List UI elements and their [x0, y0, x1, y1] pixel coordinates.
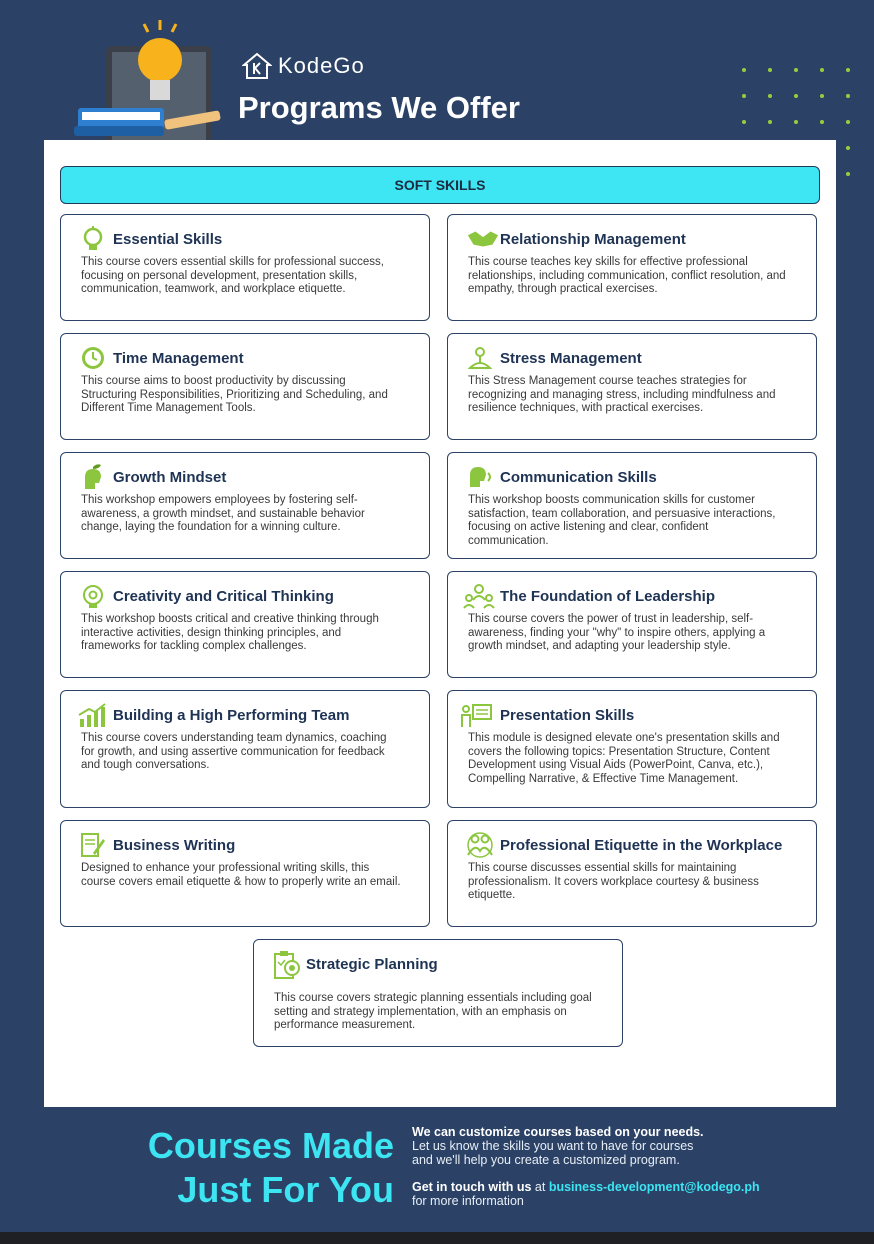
- course-description: This course covers understanding team dynamics, coaching for growth, and using assertive communication for feedback and tough conversations.: [81, 732, 387, 772]
- decorative-dot: [768, 68, 772, 72]
- course-card: [60, 333, 430, 440]
- decorative-dot: [794, 94, 798, 98]
- course-card: [447, 820, 817, 927]
- course-description: Designed to enhance your professional writing skills, this course covers email etiquette & how to properly write an email.: [81, 862, 401, 888]
- decorative-dot: [846, 120, 850, 124]
- course-title: Strategic Planning: [306, 956, 438, 973]
- course-description: This workshop empowers employees by fostering self-awareness, a growth mindset, and sustainable behavior change, laying the foundation for a winning culture.: [81, 494, 365, 534]
- course-description: This course covers essential skills for professional success, focusing on personal development, presentation skills, communication, teamwork, and workplace etiquette.: [81, 256, 384, 296]
- decorative-dot: [742, 68, 746, 72]
- bottom-edge: [0, 1232, 874, 1244]
- course-card: [60, 214, 430, 321]
- decorative-dot: [846, 172, 850, 176]
- decorative-dot: [768, 94, 772, 98]
- course-description: This course covers strategic planning essentials including goal setting and strategy implementation, with an emphasis on performance measurement.: [274, 992, 592, 1032]
- gear-bulb-icon: [79, 582, 107, 610]
- course-title: Essential Skills: [113, 231, 223, 248]
- contact-prefix: Get in touch with us: [412, 1180, 532, 1194]
- clock-icon: [79, 344, 107, 372]
- brand-name: KodeGo: [278, 53, 365, 78]
- course-card: [60, 690, 430, 808]
- headline-line-1: Courses Made: [147, 1125, 394, 1166]
- course-title: Communication Skills: [500, 469, 657, 486]
- contact-email-link[interactable]: business-development@kodego.ph: [548, 1180, 760, 1194]
- customize-title: We can customize courses based on your needs.: [412, 1125, 704, 1139]
- course-card: [253, 939, 623, 1047]
- course-description: This module is designed elevate one's presentation skills and covers the following topics: Presentation Structure, Content Development using Visual Aids (PowerPoint, Canva, etc.), Compelling Narrative, & Effective Time Management.: [468, 732, 780, 785]
- course-title: Relationship Management: [500, 231, 686, 248]
- speaking-head-icon: [466, 463, 494, 491]
- course-description: This workshop boosts communication skills for customer satisfaction, team collaboration, and persuasive interactions, focusing on active listening and clear, confident communication.: [468, 494, 776, 547]
- soft-skills-banner: SOFT SKILLS: [60, 166, 820, 204]
- course-title: Stress Management: [500, 350, 642, 367]
- decorative-dot: [768, 120, 772, 124]
- course-card: [447, 214, 817, 321]
- contact-at: at: [531, 1180, 549, 1194]
- course-card: [447, 452, 817, 559]
- decorative-dot: [820, 94, 824, 98]
- document-pen-icon: [79, 831, 107, 859]
- team-leader-icon: [462, 582, 496, 610]
- growth-chart-icon: [77, 701, 107, 729]
- etiquette-people-icon: [466, 831, 494, 859]
- course-description: This course teaches key skills for effective professional relationships, including communication, conflict resolution, and empathy, through practical exercises.: [468, 256, 786, 296]
- plant-head-icon: [79, 463, 107, 491]
- course-card: [60, 820, 430, 927]
- contact-line: [412, 1180, 832, 1194]
- decorative-dot: [794, 120, 798, 124]
- course-title: Presentation Skills: [500, 707, 635, 724]
- course-description: This course aims to boost productivity by discussing Structuring Responsibilities, Prioritizing and Scheduling, and Different Time Management Tools.: [81, 375, 388, 415]
- course-title: Time Management: [113, 350, 244, 367]
- course-title: Growth Mindset: [113, 469, 227, 486]
- course-title: Creativity and Critical Thinking: [113, 588, 334, 605]
- course-description: This Stress Management course teaches strategies for recognizing and managing stress, including mindfulness and resilience techniques, with practical exercises.: [468, 375, 776, 415]
- decorative-dot: [742, 94, 746, 98]
- course-card: [60, 571, 430, 678]
- decorative-dot: [742, 120, 746, 124]
- decorative-dot: [794, 68, 798, 72]
- course-card: [60, 452, 430, 559]
- headline-line-2: Just For You: [177, 1169, 394, 1210]
- course-title: The Foundation of Leadership: [500, 588, 715, 605]
- customize-line-1: Let us know the skills you want to have for courses: [412, 1139, 694, 1153]
- handshake-icon: [466, 225, 500, 253]
- decorative-dot: [820, 120, 824, 124]
- customize-line-2: and we'll help you create a customized program.: [412, 1153, 680, 1167]
- page-title: Programs We Offer: [238, 90, 520, 125]
- course-title: Business Writing: [113, 837, 236, 854]
- house-k-icon: [242, 52, 272, 80]
- course-description: This course covers the power of trust in leadership, self-awareness, finding your "why" to inspire others, applying a growth mindset, and adapting your leadership style.: [468, 613, 766, 653]
- course-description: This course discusses essential skills for maintaining professionalism. It covers workplace courtesy & business etiquette.: [468, 862, 759, 902]
- laptop-lightbulb-illustration: [74, 16, 224, 156]
- course-title: Building a High Performing Team: [113, 707, 350, 724]
- course-description: This workshop boosts critical and creative thinking through interactive activities, design thinking principles, and frameworks for tackling complex challenges.: [81, 613, 379, 653]
- kodego-logo: [242, 52, 365, 80]
- decorative-dot: [846, 94, 850, 98]
- presentation-icon: [460, 701, 494, 729]
- meditation-icon: [466, 344, 494, 372]
- decorative-dot: [820, 68, 824, 72]
- programs-panel: [44, 140, 836, 1107]
- course-card: [447, 333, 817, 440]
- footer-headline: [120, 1124, 394, 1212]
- clipboard-target-icon: [272, 950, 302, 980]
- course-title: Professional Etiquette in the Workplace: [500, 837, 783, 854]
- course-card: [447, 571, 817, 678]
- footer-info: [412, 1125, 832, 1208]
- decorative-dot: [846, 68, 850, 72]
- course-card: [447, 690, 817, 808]
- contact-suffix: for more information: [412, 1194, 524, 1208]
- lightbulb-head-icon: [79, 225, 107, 253]
- decorative-dot: [846, 146, 850, 150]
